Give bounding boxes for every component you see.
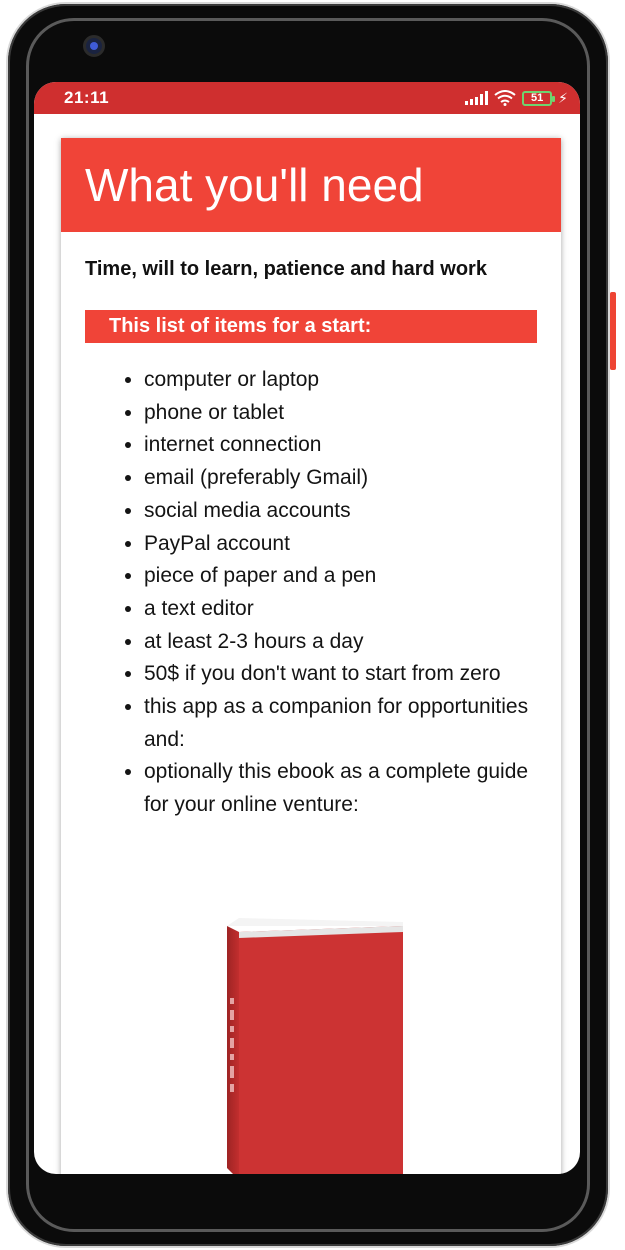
screen — [34, 82, 580, 1174]
list-item: • PayPal account — [144, 528, 554, 561]
list-item: • optionally this ebook as a complete guide for your online venture: — [144, 756, 554, 821]
list-item — [144, 691, 554, 756]
charging-icon: ⚡ — [558, 89, 568, 106]
subtitle: Time, will to learn, patience and hard work — [85, 258, 487, 280]
status-time: 21:11 — [64, 88, 110, 107]
list-item: • internet connection — [144, 429, 554, 462]
content-card — [61, 138, 561, 1174]
list-item: • computer or laptop — [144, 364, 554, 397]
list-item: • a text editor — [144, 593, 554, 626]
wifi-icon — [494, 90, 516, 106]
list-item: • email (preferably Gmail) — [144, 462, 554, 495]
battery-icon — [522, 91, 552, 106]
page-title: What you'll need — [61, 138, 561, 232]
list-item: • at least 2-3 hours a day — [144, 626, 554, 659]
side-button — [610, 292, 616, 370]
list-item: • 50$ if you don't want to start from zero — [144, 658, 554, 691]
list-item-text: this app as a companion for opportunities — [144, 695, 529, 719]
front-camera — [83, 35, 105, 57]
list-item: • social media accounts — [144, 495, 554, 528]
status-bar — [34, 82, 580, 114]
status-icons — [465, 88, 568, 108]
signal-icon — [465, 91, 488, 105]
list-item: • piece of paper and a pen — [144, 560, 554, 593]
list-item: • phone or tablet — [144, 397, 554, 430]
battery-level: 51 — [531, 91, 544, 104]
list-heading: This list of items for a start: — [85, 310, 537, 343]
ebook-cover-image[interactable] — [227, 918, 403, 1174]
connector-text: and: — [144, 727, 185, 751]
items-list — [121, 364, 554, 822]
